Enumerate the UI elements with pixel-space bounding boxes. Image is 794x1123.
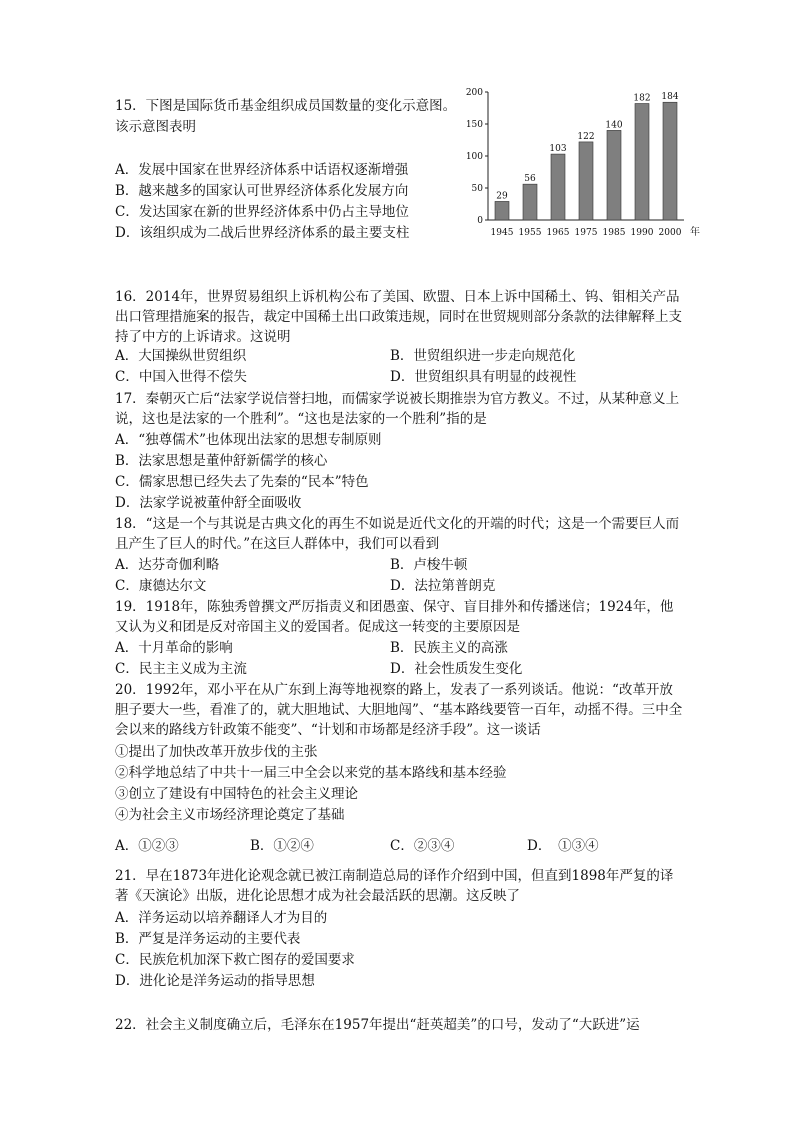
- chart-bar: [551, 154, 565, 220]
- q17-option-d: D．法家学说被董仲舒全面吸收: [115, 495, 302, 511]
- chart-x-tick-label: 1985: [602, 228, 626, 238]
- q18-option-a: A．达芬奇伽利略: [115, 557, 220, 573]
- q16-option-c: C．中国入世得不偿失: [115, 369, 247, 385]
- imf-member-chart: [462, 84, 702, 244]
- chart-x-tick-label: 1990: [630, 228, 654, 238]
- chart-y-tick-label: 0: [477, 216, 483, 226]
- q20-option-b: B．①②④: [250, 838, 314, 854]
- q19-option-d: D．社会性质发生变化: [390, 661, 523, 677]
- chart-bar: [495, 201, 509, 220]
- chart-x-axis-label: 年: [690, 227, 700, 238]
- q15-stem-line1: 15．下图是国际货币基金组织成员国数量的变化示意图。: [115, 98, 457, 114]
- q20-option-a: A．①②③: [115, 838, 179, 854]
- q15-option-d: D．该组织成为二战后世界经济体系的最主要支柱: [115, 225, 410, 241]
- chart-x-tick-label: 1955: [518, 228, 542, 238]
- q20-item-2: ②科学地总结了中共十一届三中全会以来党的基本路线和基本经验: [115, 765, 507, 781]
- chart-bars: [491, 92, 682, 238]
- q17-option-b: B．法家思想是董仲舒新儒学的核心: [115, 453, 328, 469]
- chart-x-tick-label: 1945: [490, 228, 514, 238]
- q21-stem: 21．早在1873年进化论观念就已被江南制造总局的译作介绍到中国，但直到1898年严复的译著《天演论》出版，进化论思想才成为社会最活跃的思潮。这反映了: [115, 868, 674, 904]
- chart-bar: [635, 104, 649, 220]
- chart-y-tick-label: 50: [471, 184, 483, 194]
- q21-option-a: A．洋务运动以培养翻译人才为目的: [115, 910, 328, 926]
- chart-x-tick-label: 1975: [574, 228, 598, 238]
- q21-option-b: B．严复是洋务运动的主要代表: [115, 931, 301, 947]
- q17-option-a: A．“独尊儒术”也体现出法家的思想专制原则: [115, 432, 382, 448]
- q20-item-1: ①提出了加快改革开放步伐的主张: [115, 744, 318, 760]
- q15-option-c: C．发达国家在新的世界经济体系中仍占主导地位: [115, 204, 409, 220]
- q19-option-a: A．十月革命的影响: [115, 640, 233, 656]
- q16-option-a: A．大国操纵世贸组织: [115, 348, 247, 364]
- q19-stem: 19．1918年，陈独秀曾撰文严厉指责义和团愚蛮、保守、盲目排外和传播迷信；1924年，他又认为义和团是反对帝国主义的爱国者。促成这一转变的主要原因是: [115, 599, 674, 635]
- chart-bar: [523, 184, 537, 220]
- q20-item-4: ④为社会主义市场经济理论奠定了基础: [115, 807, 345, 823]
- chart-x-tick-label: 1965: [546, 228, 570, 238]
- q15-option-a: A．发展中国家在世界经济体系中话语权逐渐增强: [115, 162, 409, 178]
- q18-option-b: B．卢梭牛顿: [390, 557, 468, 573]
- chart-bar: [579, 142, 593, 220]
- chart-bar: [663, 102, 677, 220]
- q21-option-c: C．民族危机加深下救亡图存的爱国要求: [115, 952, 355, 968]
- q20-stem: 20．1992年，邓小平在从广东到上海等地视察的路上，发表了一系列谈话。他说：“改革开放胆子要大一些，看准了的，就大胆地试、大胆地闯”、“基本路线要管一百年，动摇不得。三中全会以来的路线方针政策不能变”、“计划和市场都是经济手段”。这一谈话: [115, 682, 683, 738]
- q18-option-d: D．法拉第普朗克: [390, 578, 496, 594]
- q18-stem: 18．“这是一个与其说是古典文化的再生不如说是近代文化的开端的时代；这是一个需要巨人而且产生了巨人的时代。”在这巨人群体中，我们可以看到: [115, 516, 680, 552]
- q20-item-3: ③创立了建设有中国特色的社会主义理论: [115, 786, 358, 802]
- q22-stem: 22．社会主义制度确立后，毛泽东在1957年提出“赶英超美”的口号，发动了“大跃进”运: [115, 1017, 640, 1033]
- q17-stem: 17．秦朝灭亡后“法家学说信誉扫地，而儒家学说被长期推崇为官方教义。不过，从某种意义上说，这也是法家的一个胜利”。“这也是法家的一个胜利”指的是: [115, 391, 680, 427]
- q16-option-b: B．世贸组织进一步走向规范化: [390, 348, 576, 364]
- q18-option-c: C．康德达尔文: [115, 578, 207, 594]
- chart-data-label: 56: [524, 174, 536, 185]
- chart-y-tick-label: 100: [465, 152, 483, 162]
- chart-data-label: 122: [577, 131, 595, 142]
- chart-data-label: 103: [549, 144, 567, 155]
- q15-stem-line2: 该示意图表明: [115, 119, 196, 135]
- q17-option-c: C．儒家思想已经失去了先秦的“民本”特色: [115, 474, 369, 490]
- q21-option-d: D．进化论是洋务运动的指导思想: [115, 973, 315, 989]
- q15-option-b: B．越来越多的国家认可世界经济体系化发展方向: [115, 183, 409, 199]
- chart-data-label: 140: [605, 120, 623, 131]
- chart-y-tick-label: 200: [465, 88, 483, 98]
- q19-option-b: B．民族主义的高涨: [390, 640, 508, 656]
- chart-data-label: 182: [633, 93, 651, 104]
- q19-option-c: C．民主主义成为主流: [115, 661, 247, 677]
- chart-x-tick-label: 2000: [658, 228, 682, 238]
- q16-stem: 16．2014年，世界贸易组织上诉机构公布了美国、欧盟、日本上诉中国稀土、钨、钼相关产品出口管理措施案的报告，裁定中国稀土出口政策违规，同时在世贸规则部分条款的法律解释上支持了中方的上诉请求。这说明: [115, 289, 682, 345]
- chart-data-label: 29: [496, 191, 508, 202]
- q20-option-d: D． ①③④: [527, 838, 599, 854]
- chart-data-label: 184: [661, 92, 679, 103]
- chart-y-tick-label: 150: [465, 120, 483, 130]
- chart-bar: [607, 130, 621, 220]
- q20-option-c: C．②③④: [390, 838, 455, 854]
- q16-option-d: D．世贸组织具有明显的歧视性: [390, 369, 577, 385]
